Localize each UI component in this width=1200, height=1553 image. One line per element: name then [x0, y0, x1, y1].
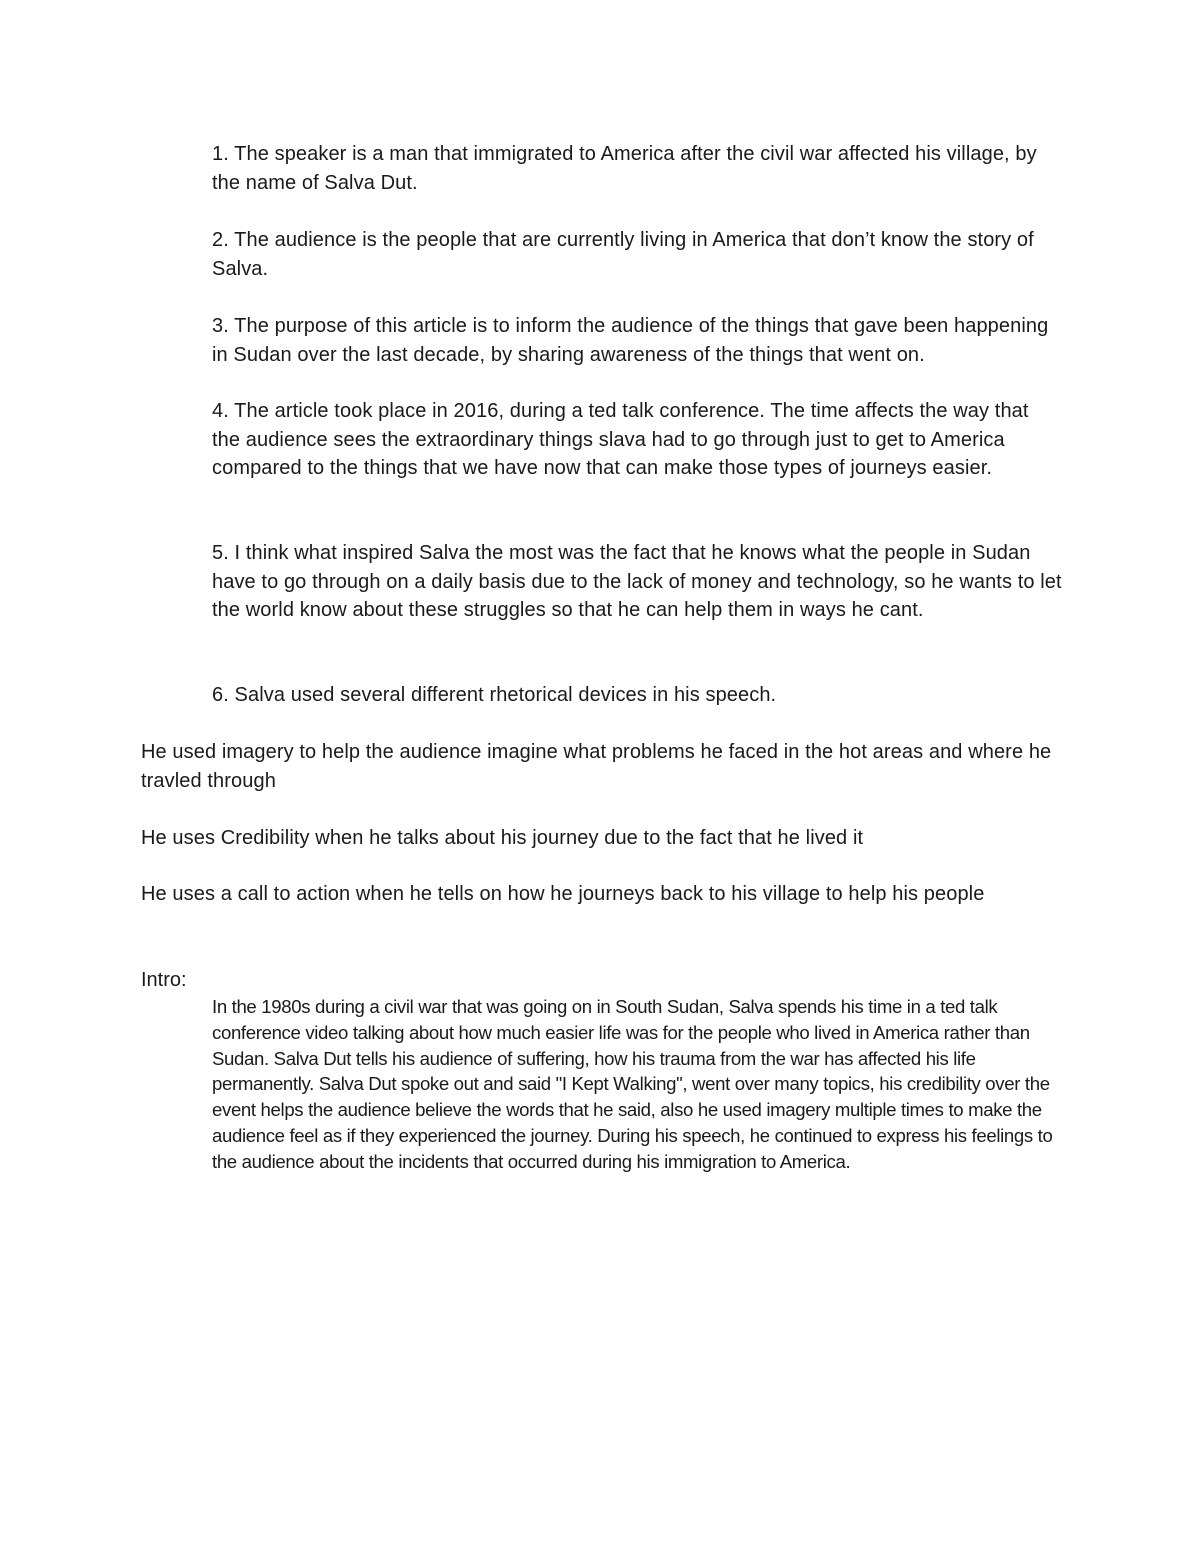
answer-3: 3. The purpose of this article is to inform the audience of the things that gave been happening in Sudan over the last decade, by sharing awareness of the things that went on. [212, 315, 1049, 366]
answer-1: 1. The speaker is a man that immigrated to America after the civil war affected his village, by the name of Salva Dut. [212, 143, 1037, 194]
answer-5: 5. I think what inspired Salva the most was the fact that he knows what the people in Sudan have to go through on a daily basis due to the lack of money and technology, so he wants to let the world know about these struggles so that he can help them in ways he cant. [212, 542, 1062, 621]
intro-label: Intro: [141, 969, 187, 991]
intro-paragraph: In the 1980s during a civil war that was going on in South Sudan, Salva spends his time in a ted talk conference video talking about how much easier life was for the people who lived in America rather than Sudan. Salva Dut tells his audience of suffering, how his trauma from the war has affected his life permanently. Salva Dut spoke out and said "I Kept Walking", went over many topics, his credibility over the event helps the audience believe the words that he said, also he used imagery multiple times to make the audience feel as if they experienced the journey. During his speech, he continued to express his feelings to the audience about the incidents that occurred during his immigration to America. [212, 996, 1053, 1172]
device-call-to-action: He uses a call to action when he tells on how he journeys back to his village to help his people [141, 883, 985, 905]
device-imagery: He used imagery to help the audience imagine what problems he faced in the hot areas and where he travled through [141, 741, 1052, 792]
answer-2: 2. The audience is the people that are currently living in America that don’t know the story of Salva. [212, 229, 1034, 280]
answer-6: 6. Salva used several different rhetorical devices in his speech. [212, 684, 777, 706]
answer-4: 4. The article took place in 2016, during a ted talk conference. The time affects the way that the audience sees the extraordinary things slava had to go through just to get to America compared to the things that we have now that can make those types of journeys easier. [212, 400, 1029, 479]
device-credibility: He uses Credibility when he talks about his journey due to the fact that he lived it [141, 827, 864, 849]
